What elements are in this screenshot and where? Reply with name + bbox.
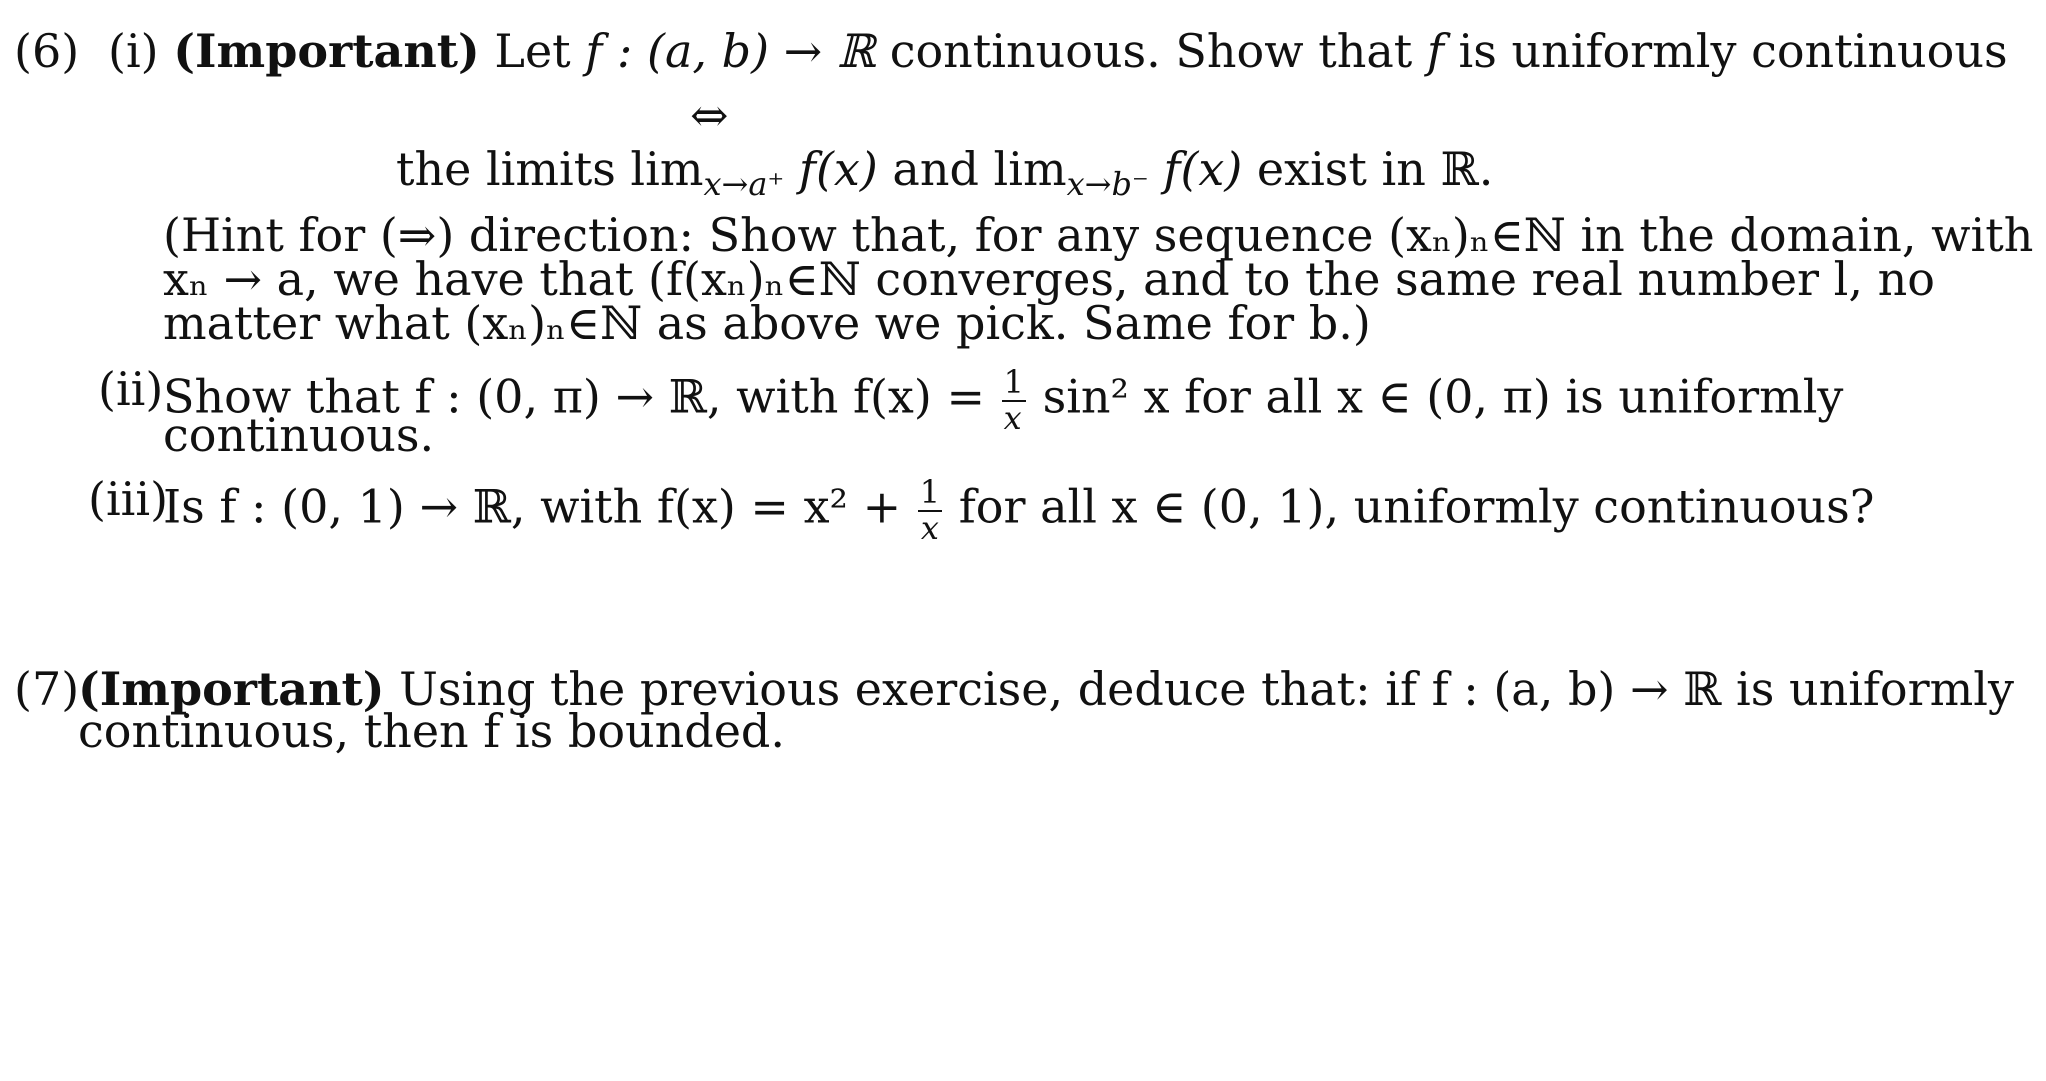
hint-line-3: matter what (xₙ)ₙ∈ℕ as above we pick. Same for b.) [163, 296, 1371, 350]
important-label: (Important) [78, 662, 385, 716]
problem-7-number: (7) [14, 662, 80, 716]
fraction-one-over-x [1002, 363, 1026, 437]
lim-subscript-b: x→b⁻ [1066, 165, 1149, 204]
text: exist in ℝ. [1242, 142, 1494, 196]
fraction-one-over-x [918, 473, 942, 547]
hint-line-2: xₙ → a, we have that (f(xₙ)ₙ∈ℕ converges, and to the same real number l, no [163, 252, 1935, 306]
problem-6-number: (6) [14, 24, 80, 78]
math-f: f [585, 24, 603, 78]
important-label: (Important) [173, 24, 480, 78]
fraction-denominator: x [920, 508, 939, 547]
text: is uniformly continuous [1443, 24, 2008, 78]
hint-line-1: (Hint for (⇒) direction: Show that, for any sequence (xₙ)ₙ∈ℕ in the domain, with [163, 208, 2034, 262]
text: and lim [877, 142, 1067, 196]
math-domain: : (a, b) → ℝ [602, 24, 876, 78]
fraction-denominator: x [1003, 398, 1022, 437]
item-iii-label: (iii) [88, 472, 169, 526]
equivalence-symbol: ⇔ [690, 88, 729, 142]
problem-7-line2: continuous, then f is bounded. [78, 704, 786, 758]
math-fx: f(x) [1148, 142, 1243, 196]
item-i-label: (i) [108, 24, 159, 78]
fraction-numerator: 1 [1003, 363, 1024, 401]
text: continuous. Show that [875, 24, 1427, 78]
item-iii-line [163, 473, 1875, 547]
text: the limits lim [396, 142, 704, 196]
text: Using the previous exercise, deduce that: if f : (a, b) → ℝ is uniformly [384, 662, 2014, 716]
lim-subscript-a: x→a⁺ [703, 165, 785, 204]
item-ii-label: (ii) [98, 362, 164, 416]
fraction-numerator: 1 [919, 473, 941, 511]
text: Let [479, 24, 586, 78]
item-ii-line2: continuous. [163, 408, 435, 462]
limits-statement [396, 142, 1494, 204]
text: Show that f : (0, π) → ℝ, with f(x) = [163, 369, 985, 424]
text: sin² x for all x ∈ (0, π) is uniformly [1042, 369, 1844, 424]
problem-6-i-line1 [108, 24, 2008, 78]
math-f: f [1426, 24, 1444, 78]
text: for all x ∈ (0, 1), uniformly continuous? [958, 479, 1875, 534]
math-fx: f(x) [784, 142, 878, 196]
text: Is f : (0, 1) → ℝ, with f(x) = x² + [163, 479, 902, 534]
